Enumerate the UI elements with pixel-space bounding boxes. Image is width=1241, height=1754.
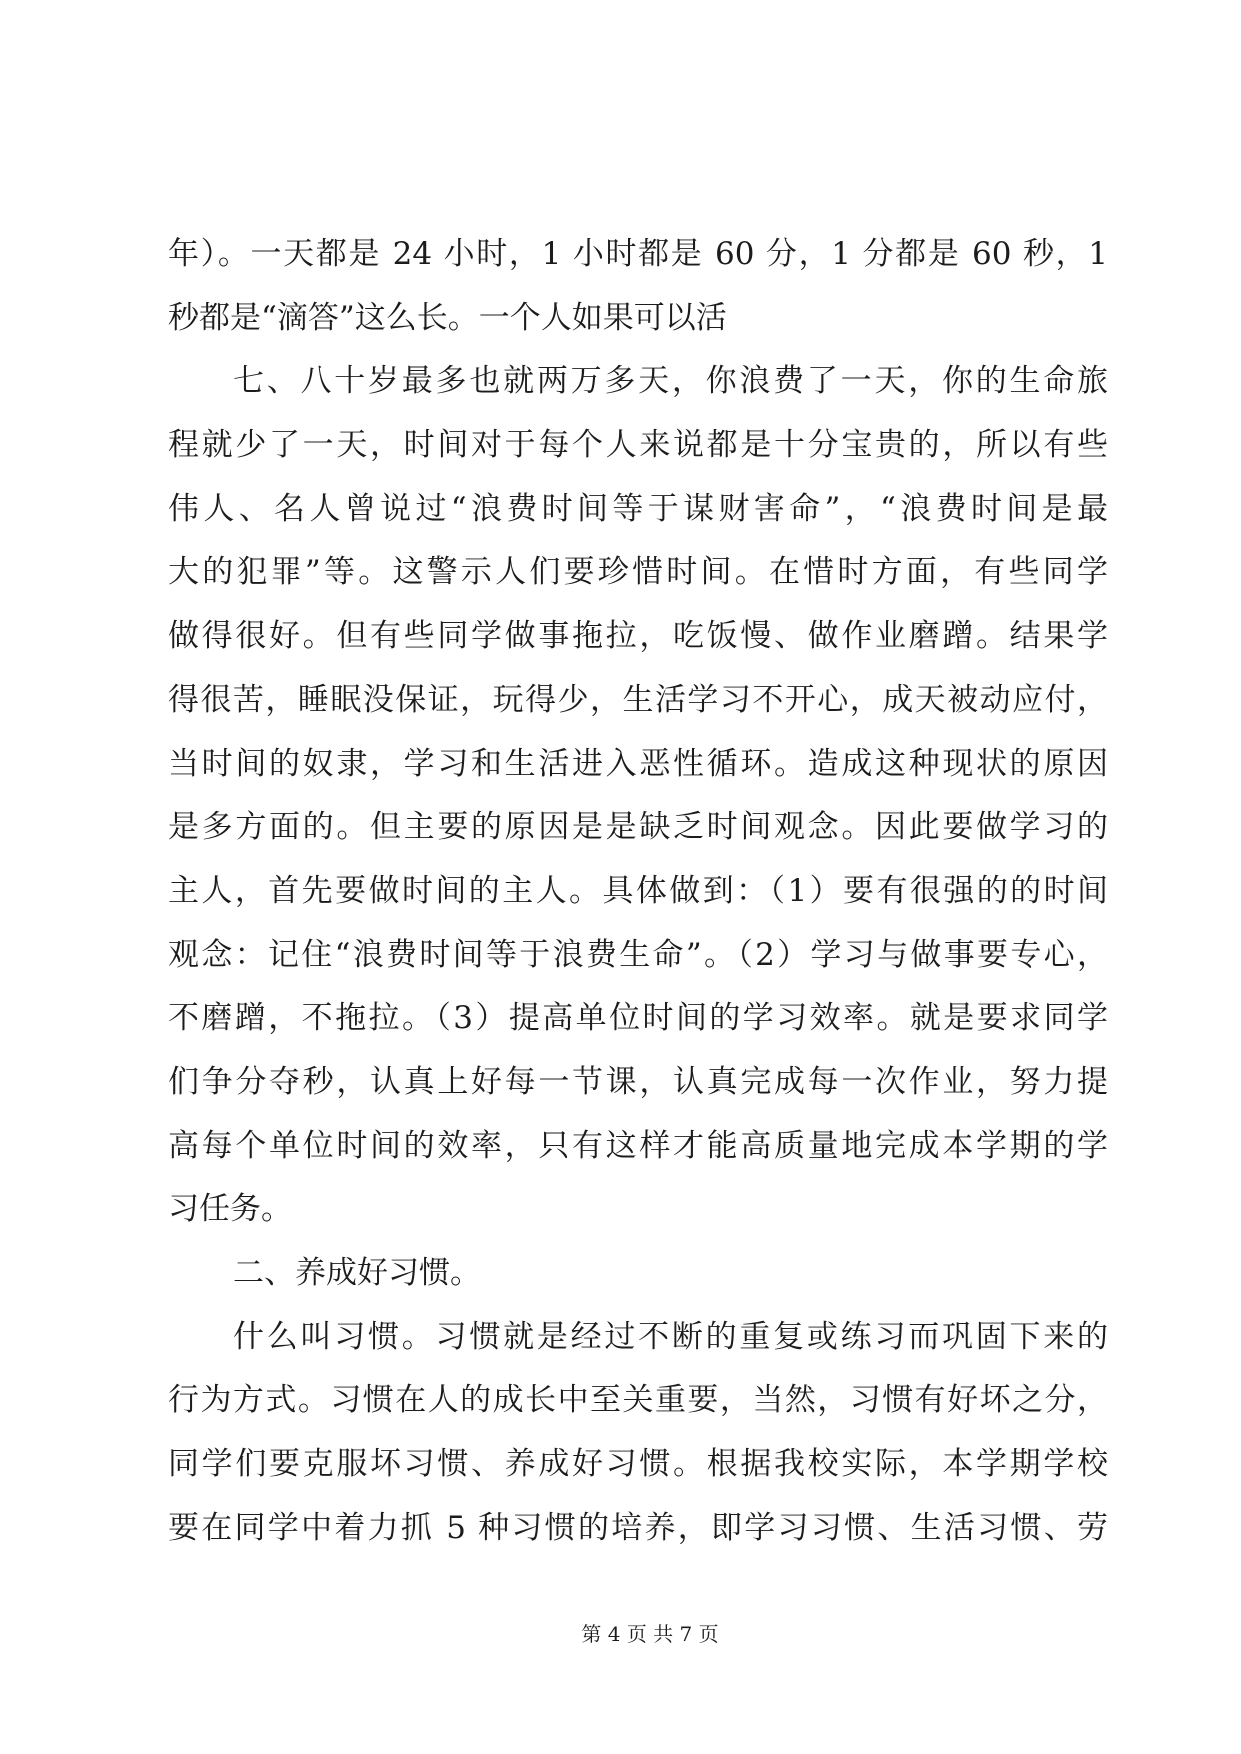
section-heading xyxy=(168,1242,1108,1306)
body-text-line: 程就少了一天，时间对于每个人来说都是十分宝贵的，所以有些 xyxy=(168,427,1108,464)
paragraph xyxy=(168,350,1108,1242)
body-text-line: 观念：记住“浪费时间等于浪费生命”。（2）学习与做事要专心， xyxy=(168,936,1108,973)
document-body xyxy=(168,223,1108,1560)
body-text-line: 七、八十岁最多也就两万多天，你浪费了一天，你的生命旅 xyxy=(233,363,1108,400)
body-text-line: 年）。一天都是 24 小时，1 小时都是 60 分，1 分都是 60 秒，1 xyxy=(168,236,1108,272)
body-text-line: 伟人、名人曾说过“浪费时间等于谋财害命”，“浪费时间是最 xyxy=(168,490,1108,527)
page-footer: 第 4 页 共 7 页 xyxy=(581,1622,719,1646)
body-text-line: 高每个单位时间的效率，只有这样才能高质量地完成本学期的学 xyxy=(168,1127,1108,1164)
body-text-line: 当时间的奴隶，学习和生活进入恶性循环。造成这种现状的原因 xyxy=(168,745,1108,782)
body-text-line: 秒都是“滴答”这么长。一个人如果可以活 xyxy=(168,299,727,336)
body-text-line: 什么叫习惯。习惯就是经过不断的重复或练习而巩固下来的 xyxy=(233,1318,1108,1355)
body-text-line: 大的犯罪”等。这警示人们要珍惜时间。在惜时方面，有些同学 xyxy=(168,554,1108,591)
body-text-line: 习任务。 xyxy=(168,1191,292,1228)
paragraph xyxy=(168,1306,1108,1561)
section-heading-text: 二、养成好习惯。 xyxy=(233,1255,481,1291)
body-text-line: 做得很好。但有些同学做事拖拉，吃饭慢、做作业磨蹭。结果学 xyxy=(168,618,1108,655)
body-text-line: 得很苦，睡眠没保证，玩得少，生活学习不开心，成天被动应付， xyxy=(168,681,1108,718)
body-text-line: 是多方面的。但主要的原因是是缺乏时间观念。因此要做学习的 xyxy=(168,809,1108,846)
body-text-line: 要在同学中着力抓 5 种习惯的培养，即学习习惯、生活习惯、劳 xyxy=(168,1509,1108,1546)
paragraph xyxy=(168,223,1108,350)
body-text-line: 主人，首先要做时间的主人。具体做到：（1）要有很强的的时间 xyxy=(168,872,1108,909)
body-text-line: 同学们要克服坏习惯、养成好习惯。根据我校实际，本学期学校 xyxy=(168,1446,1108,1483)
body-text-line: 行为方式。习惯在人的成长中至关重要，当然，习惯有好坏之分， xyxy=(168,1382,1108,1419)
body-text-line: 们争分夺秒，认真上好每一节课，认真完成每一次作业，努力提 xyxy=(168,1063,1108,1100)
body-text-line: 不磨蹭，不拖拉。（3）提高单位时间的学习效率。就是要求同学 xyxy=(168,1000,1108,1037)
